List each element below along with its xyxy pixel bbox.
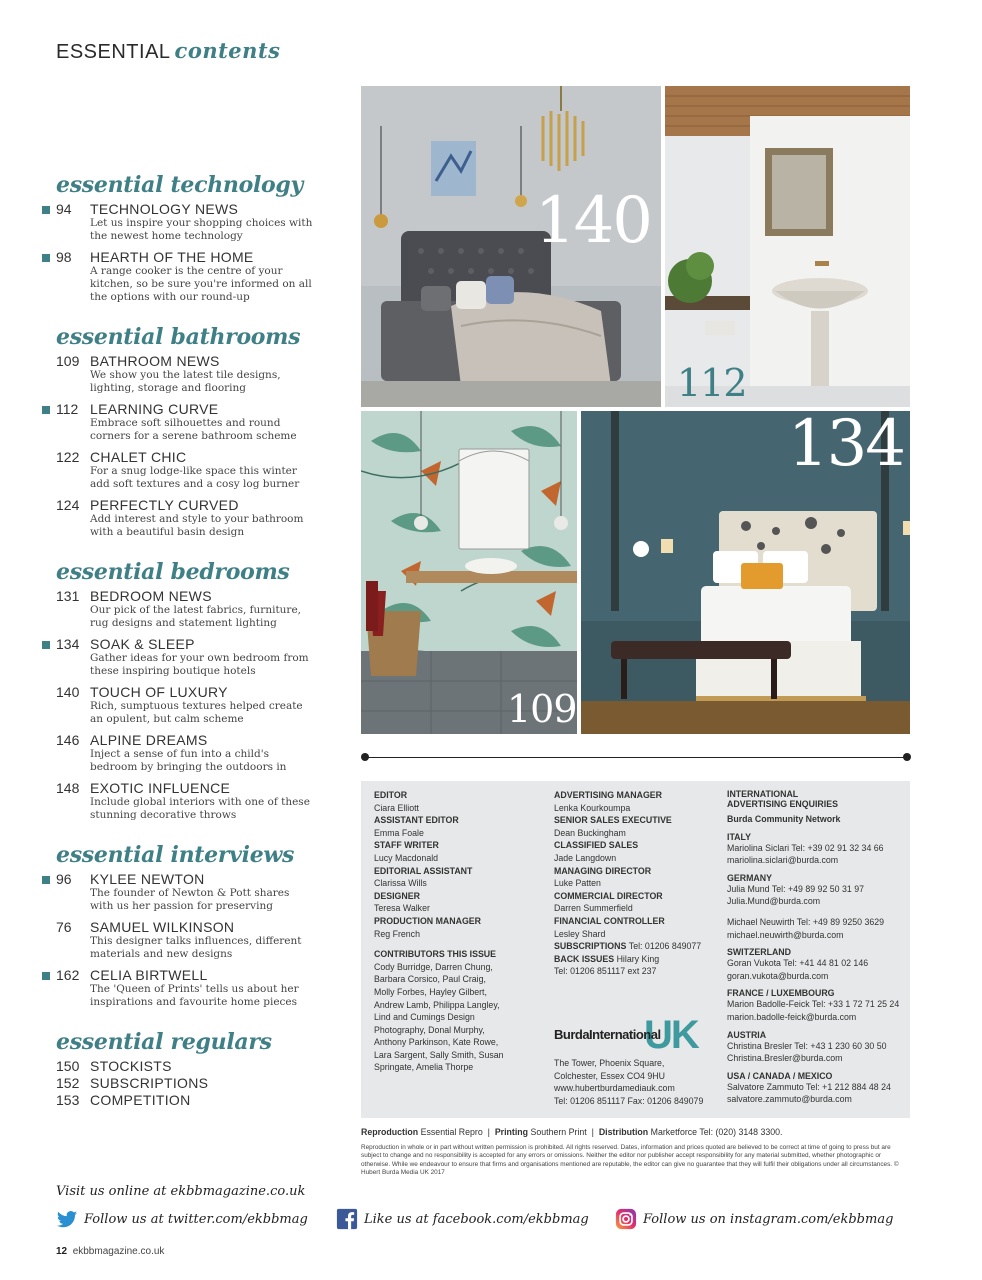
toc-item[interactable]	[40, 353, 320, 395]
credit-name: Tel: 01206 851117 ext 237	[554, 966, 657, 977]
table-of-contents	[40, 172, 320, 1128]
intl-country: ITALY	[727, 831, 751, 842]
toc-item[interactable]	[40, 871, 320, 913]
photo-134[interactable]	[581, 411, 910, 734]
toc-item-description: Our pick of the latest fabrics, furniture, rug designs and statement lighting	[90, 604, 301, 629]
toc-item-description: The founder of Newton & Pott shares with us her passion for preserving	[90, 887, 290, 912]
toc-item-title: PERFECTLY CURVED	[90, 497, 239, 513]
toc-item-description: Rich, sumptuous textures helped create an opulent, but calm scheme	[90, 700, 303, 725]
toc-section	[40, 559, 320, 822]
toc-item-title: SAMUEL WILKINSON	[90, 919, 235, 935]
credit-role-label: BACK ISSUES	[554, 953, 615, 964]
intl-contact: Goran Vukota Tel: +41 44 81 02 146	[727, 958, 869, 969]
production-credits: Reproduction Essential Repro | Printing Southern Print | Distribution Marketforce Tel: (020) 3148 3300.	[361, 1127, 783, 1137]
toc-item[interactable]	[40, 732, 320, 774]
toc-page-number: 134	[56, 636, 80, 652]
credit-role: SENIOR SALES EXECUTIVE	[554, 815, 672, 826]
instagram-text: Follow us on instagram.com/ekbbmag	[643, 1211, 894, 1227]
photo-collage	[361, 86, 910, 734]
intl-heading: ADVERTISING ENQUIRIES	[727, 799, 838, 809]
toc-page-number: 148	[56, 780, 80, 796]
page-number-112: 112	[677, 361, 747, 405]
credit-role: EDITORIAL ASSISTANT	[374, 865, 473, 876]
intl-country: SWITZERLAND	[727, 947, 792, 958]
twitter-icon	[56, 1208, 78, 1230]
credit-role: ADVERTISING MANAGER	[554, 790, 663, 800]
toc-item-title: COMPETITION	[90, 1092, 191, 1108]
photo-109[interactable]	[361, 411, 577, 734]
credit-name: Cody Burridge, Darren Chung,	[374, 961, 493, 972]
credit-name: Emma Foale	[374, 827, 424, 838]
toc-item[interactable]	[40, 449, 320, 491]
toc-page-number: 153	[56, 1092, 80, 1108]
repro-label: Reproduction	[361, 1127, 419, 1137]
section-title: essential bathrooms	[56, 324, 301, 350]
credit-name: Lesley Shard	[554, 928, 606, 939]
twitter-text: Follow us at twitter.com/ekbbmag	[84, 1211, 308, 1227]
credit-name: Lind and Cumings Design	[374, 1012, 475, 1023]
section-title: essential technology	[56, 172, 303, 198]
credits-column-business	[554, 789, 724, 978]
toc-item-title: TOUCH OF LUXURY	[90, 684, 228, 700]
address-line: Tel: 01206 851117 Fax: 01206 849079	[554, 1095, 704, 1106]
intl-contact: marion.badolle-feick@burda.com	[727, 1011, 857, 1022]
credit-name: Lara Sargent, Sally Smith, Susan	[374, 1049, 504, 1060]
toc-section	[40, 172, 320, 304]
credit-role	[554, 940, 724, 953]
credit-role: CLASSIFIED SALES	[554, 840, 639, 851]
credit-name: Jade Langdown	[554, 852, 617, 863]
credit-role: STAFF WRITER	[374, 840, 439, 851]
feature-marker-icon	[42, 406, 50, 414]
page-number-109: 109	[507, 687, 577, 731]
credit-role: MANAGING DIRECTOR	[554, 865, 652, 876]
intl-contact: Julia.Mund@burda.com	[727, 896, 821, 907]
toc-section	[40, 324, 320, 539]
facebook-link[interactable]	[336, 1207, 589, 1231]
credit-role-label: SUBSCRIPTIONS	[554, 941, 627, 952]
credit-name: Lucy Macdonald	[374, 852, 439, 863]
instagram-icon	[615, 1208, 637, 1230]
repro-value: Essential Repro	[420, 1127, 483, 1137]
feature-marker-icon	[42, 972, 50, 980]
toc-item-title: LEARNING CURVE	[90, 401, 219, 417]
credit-role: PRODUCTION MANAGER	[374, 915, 482, 926]
intl-country: GERMANY	[727, 872, 772, 883]
footer-site: ekbbmagazine.co.uk	[72, 1246, 165, 1257]
intl-country: AUSTRIA	[727, 1029, 767, 1040]
toc-item[interactable]	[40, 780, 320, 822]
toc-item[interactable]	[40, 249, 320, 304]
feature-marker-icon	[42, 206, 50, 214]
toc-page-number: 124	[56, 497, 80, 513]
credit-name: Lenka Kourkoumpa	[554, 802, 631, 813]
credits-panel	[361, 781, 910, 1118]
credit-name: Andrew Lamb, Philippa Langley,	[374, 999, 500, 1010]
intl-contact: michael.neuwirth@burda.com	[727, 929, 844, 940]
section-title: essential regulars	[56, 1029, 272, 1055]
facebook-icon	[336, 1208, 358, 1230]
toc-item-description: Add interest and style to your bathroom with a beautiful basin design	[90, 513, 304, 538]
toc-item-title: CHALET CHIC	[90, 449, 187, 465]
instagram-link[interactable]	[615, 1207, 893, 1231]
intl-contact: Christina Bresler Tel: +43 1 230 60 30 50	[727, 1040, 887, 1051]
credit-inline-value: Tel: 01206 849077	[628, 941, 702, 952]
toc-item-title: SUBSCRIPTIONS	[90, 1075, 209, 1091]
credit-name: Reg French	[374, 928, 420, 939]
intl-country: FRANCE / LUXEMBOURG	[727, 988, 835, 999]
toc-section	[40, 1029, 320, 1108]
credit-role: FINANCIAL CONTROLLER	[554, 915, 665, 926]
section-title: essential interviews	[56, 842, 295, 868]
toc-item[interactable]	[40, 1092, 320, 1108]
divider-dot-right	[903, 753, 911, 761]
toc-item-description: Embrace soft silhouettes and round corners for a serene bathroom scheme	[90, 417, 297, 442]
bathroom-wallpaper-illustration	[361, 411, 577, 734]
credit-name: Darren Summerfield	[554, 903, 633, 914]
toc-item-description: Gather ideas for your own bedroom from these inspiring boutique hotels	[90, 652, 309, 677]
credit-name: Barbara Corsico, Paul Craig,	[374, 974, 486, 985]
credit-role: ASSISTANT EDITOR	[374, 815, 459, 826]
credit-role: CONTRIBUTORS THIS ISSUE	[374, 949, 497, 960]
credit-name: Dean Buckingham	[554, 827, 626, 838]
toc-page-number: 96	[56, 871, 72, 887]
publisher-address	[554, 1057, 703, 1107]
toc-page-number: 140	[56, 684, 80, 700]
page-number-134: 134	[787, 411, 904, 481]
printing-label: Printing	[494, 1127, 529, 1137]
toc-item-description: The 'Queen of Prints' tells us about her inspirations and favourite home pieces	[90, 983, 299, 1008]
toc-item[interactable]	[40, 201, 320, 243]
toc-page-number: 162	[56, 967, 80, 983]
feature-marker-icon	[42, 254, 50, 262]
toc-item-description: Let us inspire your shopping choices with the newest home technology	[90, 217, 313, 242]
toc-item-description: A range cooker is the centre of your kitchen, so be sure you're informed on all the options with our round-up	[90, 265, 312, 303]
toc-item-description: Inject a sense of fun into a child's bedroom by bringing the outdoors in	[90, 748, 287, 773]
toc-page-number: 76	[56, 919, 72, 935]
credit-name: Clarissa Wills	[374, 878, 427, 889]
toc-item[interactable]	[40, 919, 320, 961]
twitter-link[interactable]	[56, 1207, 308, 1231]
visit-online-link[interactable]: Visit us online at ekbbmagazine.co.uk	[56, 1184, 306, 1199]
feature-marker-icon	[42, 876, 50, 884]
burda-international-logo	[554, 1013, 698, 1057]
address-line: The Tower, Phoenix Square,	[554, 1058, 665, 1068]
credit-inline-value: Hilary King	[616, 953, 660, 964]
logo-main: BurdaInternational	[554, 1027, 661, 1042]
bathroom-basin-illustration	[665, 86, 910, 407]
credit-name: Teresa Walker	[374, 903, 430, 914]
intl-contact: Michael Neuwirth Tel: +49 89 9250 3629	[727, 916, 885, 927]
page-header	[56, 38, 280, 64]
intl-contact: Julia Mund Tel: +49 89 92 50 31 97	[727, 883, 865, 894]
toc-page-number: 98	[56, 249, 72, 265]
credit-name: Molly Forbes, Hayley Gilbert,	[374, 986, 487, 997]
toc-item-title: STOCKISTS	[90, 1058, 172, 1074]
toc-item-title: BEDROOM NEWS	[90, 588, 212, 604]
toc-item-title: CELIA BIRTWELL	[90, 967, 208, 983]
toc-item[interactable]	[40, 588, 320, 630]
page-number-140: 140	[534, 184, 651, 258]
intl-contact: goran.vukota@burda.com	[727, 970, 829, 981]
intl-contact	[727, 908, 907, 916]
divider-line	[364, 757, 908, 758]
credit-role: EDITOR	[374, 790, 408, 800]
credit-role	[554, 953, 724, 966]
printing-value: Southern Print	[530, 1127, 587, 1137]
address-line: Colchester, Essex CO4 9HU	[554, 1070, 665, 1081]
credit-name: Luke Patten	[554, 878, 601, 889]
toc-page-number: 152	[56, 1075, 80, 1091]
toc-item[interactable]	[40, 684, 320, 726]
toc-item-description: We show you the latest tile designs, lighting, storage and flooring	[90, 369, 281, 394]
toc-item-title: HEARTH OF THE HOME	[90, 249, 254, 265]
toc-page-number: 146	[56, 732, 80, 748]
intl-contact: mariolina.siclari@burda.com	[727, 855, 839, 866]
toc-section	[40, 842, 320, 1009]
credit-role: COMMERCIAL DIRECTOR	[554, 890, 663, 901]
distribution-label: Distribution	[598, 1127, 649, 1137]
photo-112[interactable]	[665, 86, 910, 407]
toc-item[interactable]	[40, 1058, 320, 1074]
header-plain: ESSENTIAL	[56, 41, 171, 63]
intl-country: USA / CANADA / MEXICO	[727, 1070, 833, 1081]
toc-item-title: KYLEE NEWTON	[90, 871, 205, 887]
address-line: www.hubertburdamediauk.com	[554, 1083, 675, 1094]
toc-item-title: BATHROOM NEWS	[90, 353, 220, 369]
toc-item-title: SOAK & SLEEP	[90, 636, 195, 652]
credit-role: DESIGNER	[374, 890, 420, 901]
toc-page-number: 109	[56, 353, 80, 369]
credits-column-editorial	[374, 789, 549, 1074]
toc-item-title: ALPINE DREAMS	[90, 732, 208, 748]
toc-page-number: 131	[56, 588, 80, 604]
section-title: essential bedrooms	[56, 559, 290, 585]
intl-heading: INTERNATIONAL	[727, 789, 799, 799]
header-italic: contents	[174, 38, 281, 63]
toc-item[interactable]	[40, 497, 320, 539]
page-number: 12	[56, 1246, 68, 1257]
toc-page-number: 94	[56, 201, 72, 217]
toc-item-title: EXOTIC INFLUENCE	[90, 780, 231, 796]
toc-item[interactable]	[40, 1075, 320, 1091]
logo-uk: UK	[644, 1013, 698, 1057]
intl-contact: salvatore.zammuto@burda.com	[727, 1094, 852, 1105]
legal-disclaimer: Reproduction in whole or in part without written permission is prohibited. All rights reserved. Dates, information and prices quoted are believed to be correct at time of going to press but are subject to change and no responsibility is accepted for any errors or omissions. Neither the editor nor publisher accept responsibility for any material submitted, whether photographic or otherwise. While we endeavour to ensure that firms and organisations mentioned are reputable, the editor can give no guarantee that they will fulfil their obligations under all circumstances. © Hubert Burda Media UK 2017	[361, 1144, 899, 1176]
toc-item-description: This designer talks influences, different materials and new designs	[90, 935, 302, 960]
toc-item-title: TECHNOLOGY NEWS	[90, 201, 239, 217]
toc-page-number: 112	[56, 401, 79, 417]
toc-item[interactable]	[40, 967, 320, 1009]
toc-item-description: For a snug lodge-like space this winter add soft textures and a cosy log burner	[90, 465, 300, 490]
distribution-value: Marketforce Tel: (020) 3148 3300.	[650, 1127, 783, 1137]
intl-contact: Christina.Bresler@burda.com	[727, 1053, 843, 1064]
toc-page-number: 122	[56, 449, 80, 465]
credits-column-international	[727, 789, 907, 1106]
intl-contact: Mariolina Siclari Tel: +39 02 91 32 34 66	[727, 842, 884, 853]
toc-item-description: Include global interiors with one of these stunning decorative throws	[90, 796, 310, 821]
credit-name: Anthony Parkinson, Kate Rowe,	[374, 1037, 499, 1048]
toc-item[interactable]	[40, 401, 320, 443]
credit-name: Ciara Elliott	[374, 802, 419, 813]
credit-name: Springate, Amelia Thorpe	[374, 1062, 474, 1073]
photo-140[interactable]	[361, 86, 661, 407]
intl-contact: Salvatore Zammuto Tel: +1 212 884 48 24	[727, 1081, 891, 1092]
page-footer	[56, 1246, 164, 1257]
facebook-text: Like us at facebook.com/ekbbmag	[364, 1211, 589, 1227]
toc-page-number: 150	[56, 1058, 80, 1074]
credit-name: Photography, Donal Murphy,	[374, 1024, 485, 1035]
intl-network: Burda Community Network	[727, 814, 841, 824]
intl-contact: Marion Badolle-Feick Tel: +33 1 72 71 25 24	[727, 999, 900, 1010]
toc-item[interactable]	[40, 636, 320, 678]
feature-marker-icon	[42, 641, 50, 649]
